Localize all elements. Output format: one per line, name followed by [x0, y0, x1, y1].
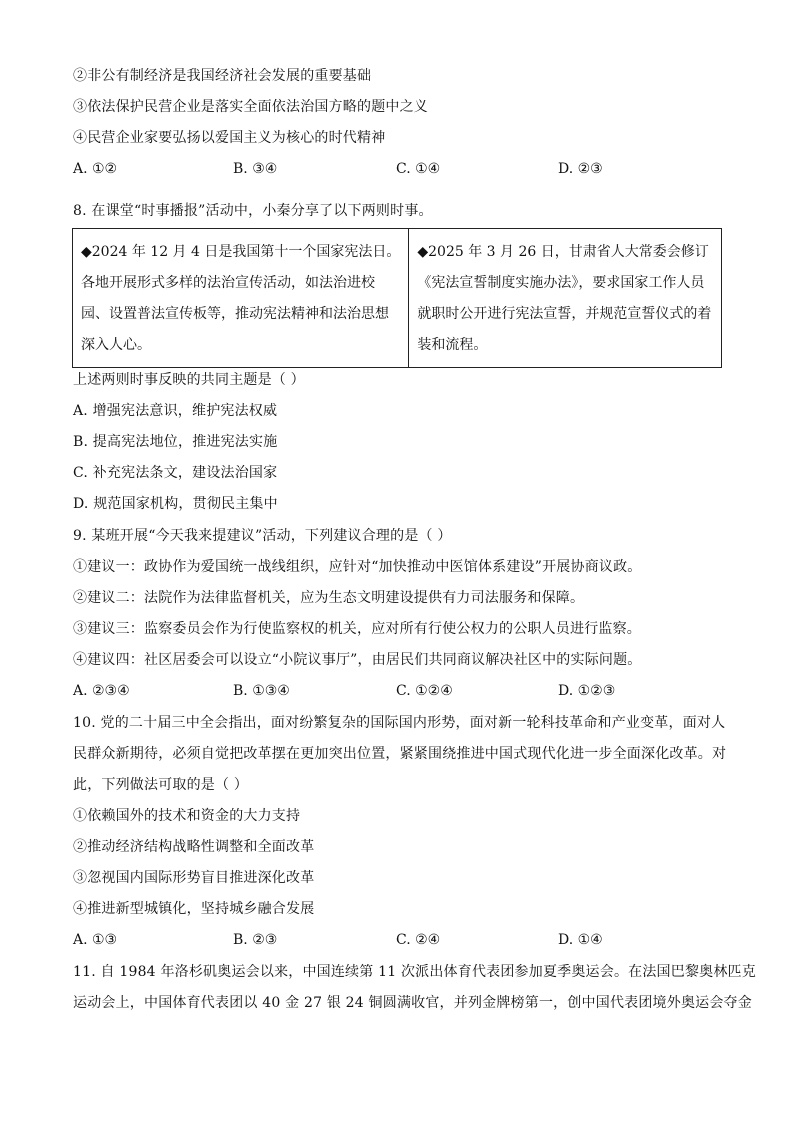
q7-options	[73, 159, 733, 179]
q8-right-line: 装和流程。	[417, 337, 488, 353]
q8-right-line: 就职时公开进行宪法宣誓，并规范宣誓仪式的着	[417, 306, 712, 322]
q8-news-right	[409, 229, 722, 368]
q8-news-left	[73, 229, 409, 368]
q10-option-a[interactable]: A. ①③	[73, 932, 118, 948]
q10-stem-line: 此，下列做法可取的是（ ）	[73, 777, 249, 793]
q7-option-d[interactable]: D. ②③	[558, 161, 603, 177]
q8-right-line: 《宪法宣誓制度实施办法》，要求国家工作人员	[417, 275, 705, 291]
q9-option-b[interactable]: B. ①③④	[233, 683, 290, 699]
q7-item-4: ④民营企业家要弘扬以爱国主义为核心的时代精神	[73, 130, 386, 146]
q10-item-3: ③忽视国内国际形势盲目推进深化改革	[73, 870, 315, 886]
q8-stem: 8. 在课堂“时事播报”活动中，小秦分享了以下两则时事。	[73, 203, 433, 219]
q8-right-line: ◆2025 年 3 月 26 日，甘肃省人大常委会修订	[417, 244, 709, 260]
q8-question: 上述两则时事反映的共同主题是（ ）	[73, 372, 305, 388]
q9-item-2: ②建议二：法院作为法律监督机关，应为生态文明建设提供有力司法服务和保障。	[73, 590, 585, 606]
q8-option-a[interactable]: A. 增强宪法意识，维护宪法权威	[73, 403, 278, 419]
q8-left-line: 深入人心。	[81, 337, 151, 353]
q8-left-line: 园、设置普法宣传板等，推动宪法精神和法治思想	[81, 306, 389, 322]
q7-option-c[interactable]: C. ①④	[396, 161, 441, 177]
q9-option-c[interactable]: C. ①②④	[396, 683, 453, 699]
q10-option-c[interactable]: C. ②④	[396, 932, 441, 948]
q11-stem-line: 11. 自 1984 年洛杉矶奥运会以来，中国连续第 11 次派出体育代表团参加夏季奥运会。在法国巴黎奥林匹克	[73, 964, 756, 980]
q8-option-d[interactable]: D. 规范国家机构，贯彻民主集中	[73, 496, 278, 512]
q8-news-table	[72, 228, 722, 368]
q9-item-3: ③建议三：监察委员会作为行使监察权的机关，应对所有行使公权力的公职人员进行监察。	[73, 621, 641, 637]
q10-stem-line: 民群众新期待，必须自觉把改革摆在更加突出位置，紧紧围绕推进中国式现代化进一步全面深化改革。对	[73, 746, 727, 762]
q10-item-1: ①依赖国外的技术和资金的大力支持	[73, 808, 301, 824]
q7-option-a[interactable]: A. ①②	[73, 161, 118, 177]
q10-option-b[interactable]: B. ②③	[233, 932, 278, 948]
q11-stem-line: 运动会上，中国体育代表团以 40 金 27 银 24 铜圆满收官，并列金牌榜第一，创中国代表团境外奥运会夺金	[73, 995, 752, 1011]
q9-item-1: ①建议一：政协作为爱国统一战线组织，应针对“加快推动中医馆体系建设”开展协商议政。	[73, 559, 642, 575]
q7-item-3: ③依法保护民营企业是落实全面依法治国方略的题中之义	[73, 99, 428, 115]
q8-left-line: 各地开展形式多样的法治宣传活动，如法治进校	[81, 275, 375, 291]
q8-left-line: ◆2024 年 12 月 4 日是我国第十一个国家宪法日。	[81, 244, 401, 260]
q8-option-b[interactable]: B. 提高宪法地位，推进宪法实施	[73, 434, 278, 450]
q10-options	[73, 930, 733, 950]
q7-item-2: ②非公有制经济是我国经济社会发展的重要基础	[73, 68, 372, 84]
q9-option-a[interactable]: A. ②③④	[73, 683, 130, 699]
q10-item-2: ②推动经济结构战略性调整和全面改革	[73, 839, 315, 855]
q10-option-d[interactable]: D. ①④	[558, 932, 603, 948]
q7-option-b[interactable]: B. ③④	[233, 161, 278, 177]
q9-option-d[interactable]: D. ①②③	[558, 683, 616, 699]
q9-options	[73, 681, 733, 701]
q10-item-4: ④推进新型城镇化，坚持城乡融合发展	[73, 901, 315, 917]
q9-item-4: ④建议四：社区居委会可以设立“小院议事厅”，由居民们共同商议解决社区中的实际问题。	[73, 652, 642, 668]
q8-option-c[interactable]: C. 补充宪法条文，建设法治国家	[73, 465, 278, 481]
q10-stem-line: 10. 党的二十届三中全会指出，面对纷繁复杂的国际国内形势，面对新一轮科技革命和产业变革，面对人	[73, 715, 726, 731]
q9-stem: 9. 某班开展“今天我来提建议”活动，下列建议合理的是（ ）	[73, 528, 452, 544]
